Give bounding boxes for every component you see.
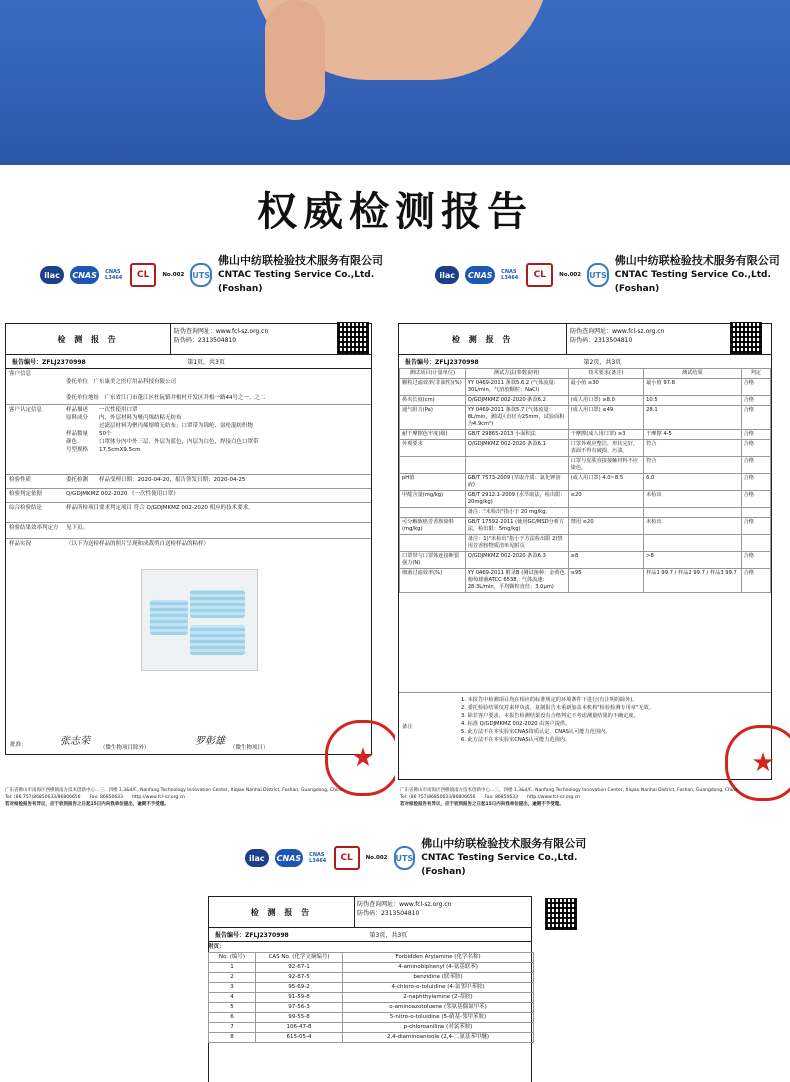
child-hand [265, 0, 325, 120]
verify-info: 防伪查询网址：www.fcl-sz.org.cn 防伪码：2313504810 [570, 328, 665, 344]
report-title: 检 测 报 告 [209, 897, 355, 927]
report-page-1 [0, 255, 390, 815]
hero-photo [0, 0, 790, 165]
uts-logo: UTS [190, 263, 212, 287]
report-number: 报告编号：ZFLJ2370998 [405, 358, 479, 366]
report-title: 检 测 报 告 [399, 324, 567, 354]
page-number: 第2页，共3页 [583, 358, 622, 366]
cnas-number: CNAS L3464 [105, 269, 123, 281]
page-footer: 广东省佛山市南海区西樵镇南方技术创新中心…三、四楼 1,3&4/F., Nanfang Technology Innovation Center, Xiqiao Nanhai District, Foshan, Guangdong, China Tel: (86 757)86850633/86806656 Fax: 86850633 http://www.fcl-sz.org.cn 若对检验报告有异议，应于收到报告之日起15日内向我单位提出，逾期不予受理。 [400, 788, 738, 807]
cnas-number: CNAS L3464 [309, 852, 327, 864]
results-table [399, 368, 771, 593]
signer-1-title: （微生物项目除外） [100, 745, 150, 751]
arylamine-row: 6 99-55-8 5-nitro-o-toluidine (5-硝基-邻甲苯胺) [209, 1013, 534, 1023]
mask-stack [150, 600, 188, 635]
sample-photo-row: 样品实况 （以下为送检样品的照片呈现和成裁剪自送检样品的粘样） [9, 541, 210, 547]
results-row: 耐干摩擦色牢度(级) GB/T 29865-2013 小面积法 干摩擦(成人用口罩) ≥3 干摩擦 4-5 合格 [400, 430, 771, 440]
results-row: 外观要求 Q/GDJMKMZ 002-2020 条款6.1 口罩外观应整洁，形状完好，表面不得有破损、污渍。 符合 合格 [400, 440, 771, 457]
arylamine-table [208, 952, 534, 1043]
cl-logo: CL [334, 846, 360, 870]
page-number: 第3页，共3页 [369, 931, 408, 939]
report-header [6, 324, 371, 355]
results-row: 通气阻力(Pa) YY 0469-2011 条款5.7 (气体流量：8L/min，测试区直径为25mm，试验面积为4.9cm²) (成人用口罩) ≤49 28.1 合格 [400, 406, 771, 430]
results-row: pH值 GB/T 7573-2009 (萃取介质：氯化钾溶液) (成人用口罩) 4.0~8.5 6.0 合格 [400, 474, 771, 491]
results-row: 颗粒过滤效率(非油性)(%) YY 0469-2011 条款5.6.2 (气体流量：30L/min，气溶胶颗粒：NaCl) 最小值 ≥30 最小值 97.8 合格 [400, 379, 771, 396]
cnas-logo: CNAS [70, 266, 99, 284]
cl-number: No.002 [365, 855, 388, 861]
notes-block: 备注 1. 本报告中检测项目均在相应的标准规定的环境条件下进行(有注明的除外)。 2. 委托检验结果仅对来样负责，复制报告未重新加盖本机构"检验检测专用章"无效。 3. 除非客户要求，本报告检测结果没有合格判定不考虑测量结果的不确定度。 4. 标准 Q/GDJMKMZ 002-2020 由客户提供。 5. 此方法不在本实验室CNAS资质认定、CNAS认可能力范围内。 6. 此方法不在本实验室CNAS认可能力范围内。 [399, 692, 771, 778]
conclusion-row: 综合检验结论 样品所检项目要求判定项目 符合 Q/GDJMKMZ 002-2020 相应的技术要求。 [6, 502, 371, 523]
uts-logo: UTS [394, 846, 416, 870]
signature-1: 张志荣 [60, 736, 90, 747]
cnas-logo: CNAS [275, 849, 304, 867]
mask-front [190, 590, 245, 618]
cnas-number: CNAS L3464 [501, 269, 519, 281]
results-row: 可分解致癌芳香胺染料(mg/kg) GB/T 17592-2011 (使用GC/MSD分析方法，检出限：5mg/kg) 禁用 ≤20 未检出 合格 [400, 518, 771, 535]
results-row: 备注："未检出"指小于 20 mg/kg。 [400, 508, 771, 518]
client-info-row: 客户信息 委托单位 广东康美之医疗用品科技有限公司 委托单位地址 广东省江门市蓬江区杜阮镇井根村开发区井根一路44号之一、之二 [6, 368, 371, 405]
report-subheader [209, 927, 531, 942]
arylamine-row: 7 106-47-8 p-chloroaniline (对氯苯胺) [209, 1023, 534, 1033]
arylamine-row: 4 91-59-8 2-naphthylamine (2-萘胺) [209, 993, 534, 1003]
report-header [399, 324, 771, 355]
qr-code [730, 322, 762, 354]
page-number: 第1页，共3页 [187, 358, 225, 366]
results-row: 口罩与皮肤直接接触材料不应染色。 符合 合格 [400, 457, 771, 474]
cl-logo: CL [130, 263, 156, 287]
test-nature-row: 检验性质 委托检测 样品受理日期：2020-04-20，报告签发日期：2020-04-25 [6, 474, 371, 489]
arylamine-row: 2 92-87-5 benzidine (联苯胺) [209, 973, 534, 983]
report-page-3 [200, 838, 590, 1077]
qr-code [545, 898, 577, 930]
verify-info: 防伪查询网址：www.fcl-sz.org.cn 防伪码：2313504810 [357, 901, 452, 917]
sample-photo [141, 569, 258, 671]
signature-2: 罗彰雄 [195, 736, 225, 747]
report-frame [5, 323, 372, 755]
logo-row [245, 838, 590, 878]
ilac-logo: ilac [245, 849, 269, 867]
company-name: 佛山中纺联检验技术服务有限公司 CNTAC Testing Service Co.,Ltd.(Foshan) [421, 837, 587, 877]
results-header: 测试项目(计量单位) 测试方法(参数说明) 技术要求(备注) 测试结果 判定 [400, 369, 771, 379]
results-row: 备注：1)"未检出"指小于方法检出限 2)禁用芳香胺物质清单见附页 [400, 535, 771, 552]
arylamine-row: 1 92-67-1 4-aminobiphenyl (4-氨基联苯) [209, 963, 534, 973]
report-title: 检 测 报 告 [6, 324, 171, 354]
sample-info-row: 客户认定信息 样品描述 一次性使用口罩 原料成分 内、外层材料为聚丙烯纺粘无纺布 过滤层材料为聚丙烯熔喷无纺布；口罩带为锦纶、氨纶混纺织物 样品数量 50个 颜色 口罩体分内中外三层，外层为蓝色，内层为白色，焊接白色口罩带 号型规格 17.5cmX9.5cm [6, 404, 371, 475]
appendix-label: 附页： [208, 944, 225, 950]
cl-number: No.002 [162, 272, 185, 278]
official-stamp: ★ [325, 720, 401, 796]
results-row: 口罩带与口罩体连接断裂强力(N) Q/GDJMKMZ 002-2020 条款6.3 ≥8 >8 合格 [400, 552, 771, 569]
standard-row: 检验判定依据 Q/GDJMKMZ 002-2020 《一次性使用口罩》 [6, 488, 371, 503]
report-frame [398, 323, 772, 780]
company-name: 佛山中纺联检验技术服务有限公司 CNTAC Testing Service Co.,Ltd.(Foshan) [614, 254, 780, 294]
mask-back [190, 625, 245, 655]
verify-info: 防伪查询网址：www.fcl-sz.org.cn 防伪码：2313504810 [173, 328, 269, 344]
uts-logo: UTS [587, 263, 609, 287]
ilac-logo: ilac [40, 266, 64, 284]
page-title: 权威检测报告 [257, 189, 533, 235]
report-header [209, 897, 531, 928]
ilac-logo: ilac [435, 266, 459, 284]
results-row: 甲醛含量(mg/kg) GB/T 2912.1-2009 (水萃取法，检出限：20mg/kg) ≤20 未检出 合格 [400, 491, 771, 508]
arylamine-row: 8 615-05-4 2,4-diaminoanisole (2,4-二氨基苯甲醚) [209, 1033, 534, 1043]
official-stamp: ★ [725, 725, 790, 801]
approval-label: 批准： [10, 742, 27, 748]
report-number: 报告编号：ZFLJ2370998 [12, 358, 86, 366]
results-row: 细菌过滤效率(%) YY 0469-2011 附录B (测试菌种：金黄色葡萄球菌ATCC 6538，气体流速：28.3L/min，平均颗粒直径：3.0μm) ≥95 样品1 99.7 / 样品2 99.7 / 样品3 99.7 合格 [400, 569, 771, 593]
cl-logo: CL [526, 263, 553, 287]
signer-2-title: （微生物项目） [230, 745, 269, 751]
arylamine-header: No. (编号) CAS No. (化学文摘编号) Forbidden Arylamine (化学名称) [209, 953, 534, 963]
logo-row [435, 255, 790, 295]
arylamine-row: 3 95-69-2 4-chloro-o-toluidine (4-氯邻甲苯胺) [209, 983, 534, 993]
results-row: 鼻夹长度(cm) Q/GDJMKMZ 002-2020 条款6.2 (成人用口罩) ≥8.0 10.5 合格 [400, 396, 771, 406]
qr-code [337, 322, 369, 354]
page-footer: 广东省佛山市南海区西樵镇南方技术创新中心…三、四楼 1,3&4/F., Nanfang Technology Innovation Center, Xiqiao Nanhai District, Foshan, Guangdong, China Tel: (86 757)86850633/86806656 Fax: 86850633 http://www.fcl-sz.org.cn 若对检验报告有异议，应于收到报告之日起15日内向我单位提出，逾期不予受理。 [5, 788, 343, 807]
logo-row [40, 255, 390, 295]
company-name: 佛山中纺联检验技术服务有限公司 CNTAC Testing Service Co.,Ltd.(Foshan) [218, 254, 383, 294]
report-subheader [399, 354, 771, 369]
cnas-logo: CNAS [465, 266, 495, 284]
remark-row: 检验结果效率判定方 见下页。 [6, 522, 371, 539]
report-number: 报告编号：ZFLJ2370998 [215, 931, 289, 939]
report-subheader [6, 354, 371, 369]
cl-number: No.002 [559, 272, 582, 278]
arylamine-row: 5 97-56-3 o-aminoazotoluene (邻氨基偶氮甲苯) [209, 1003, 534, 1013]
